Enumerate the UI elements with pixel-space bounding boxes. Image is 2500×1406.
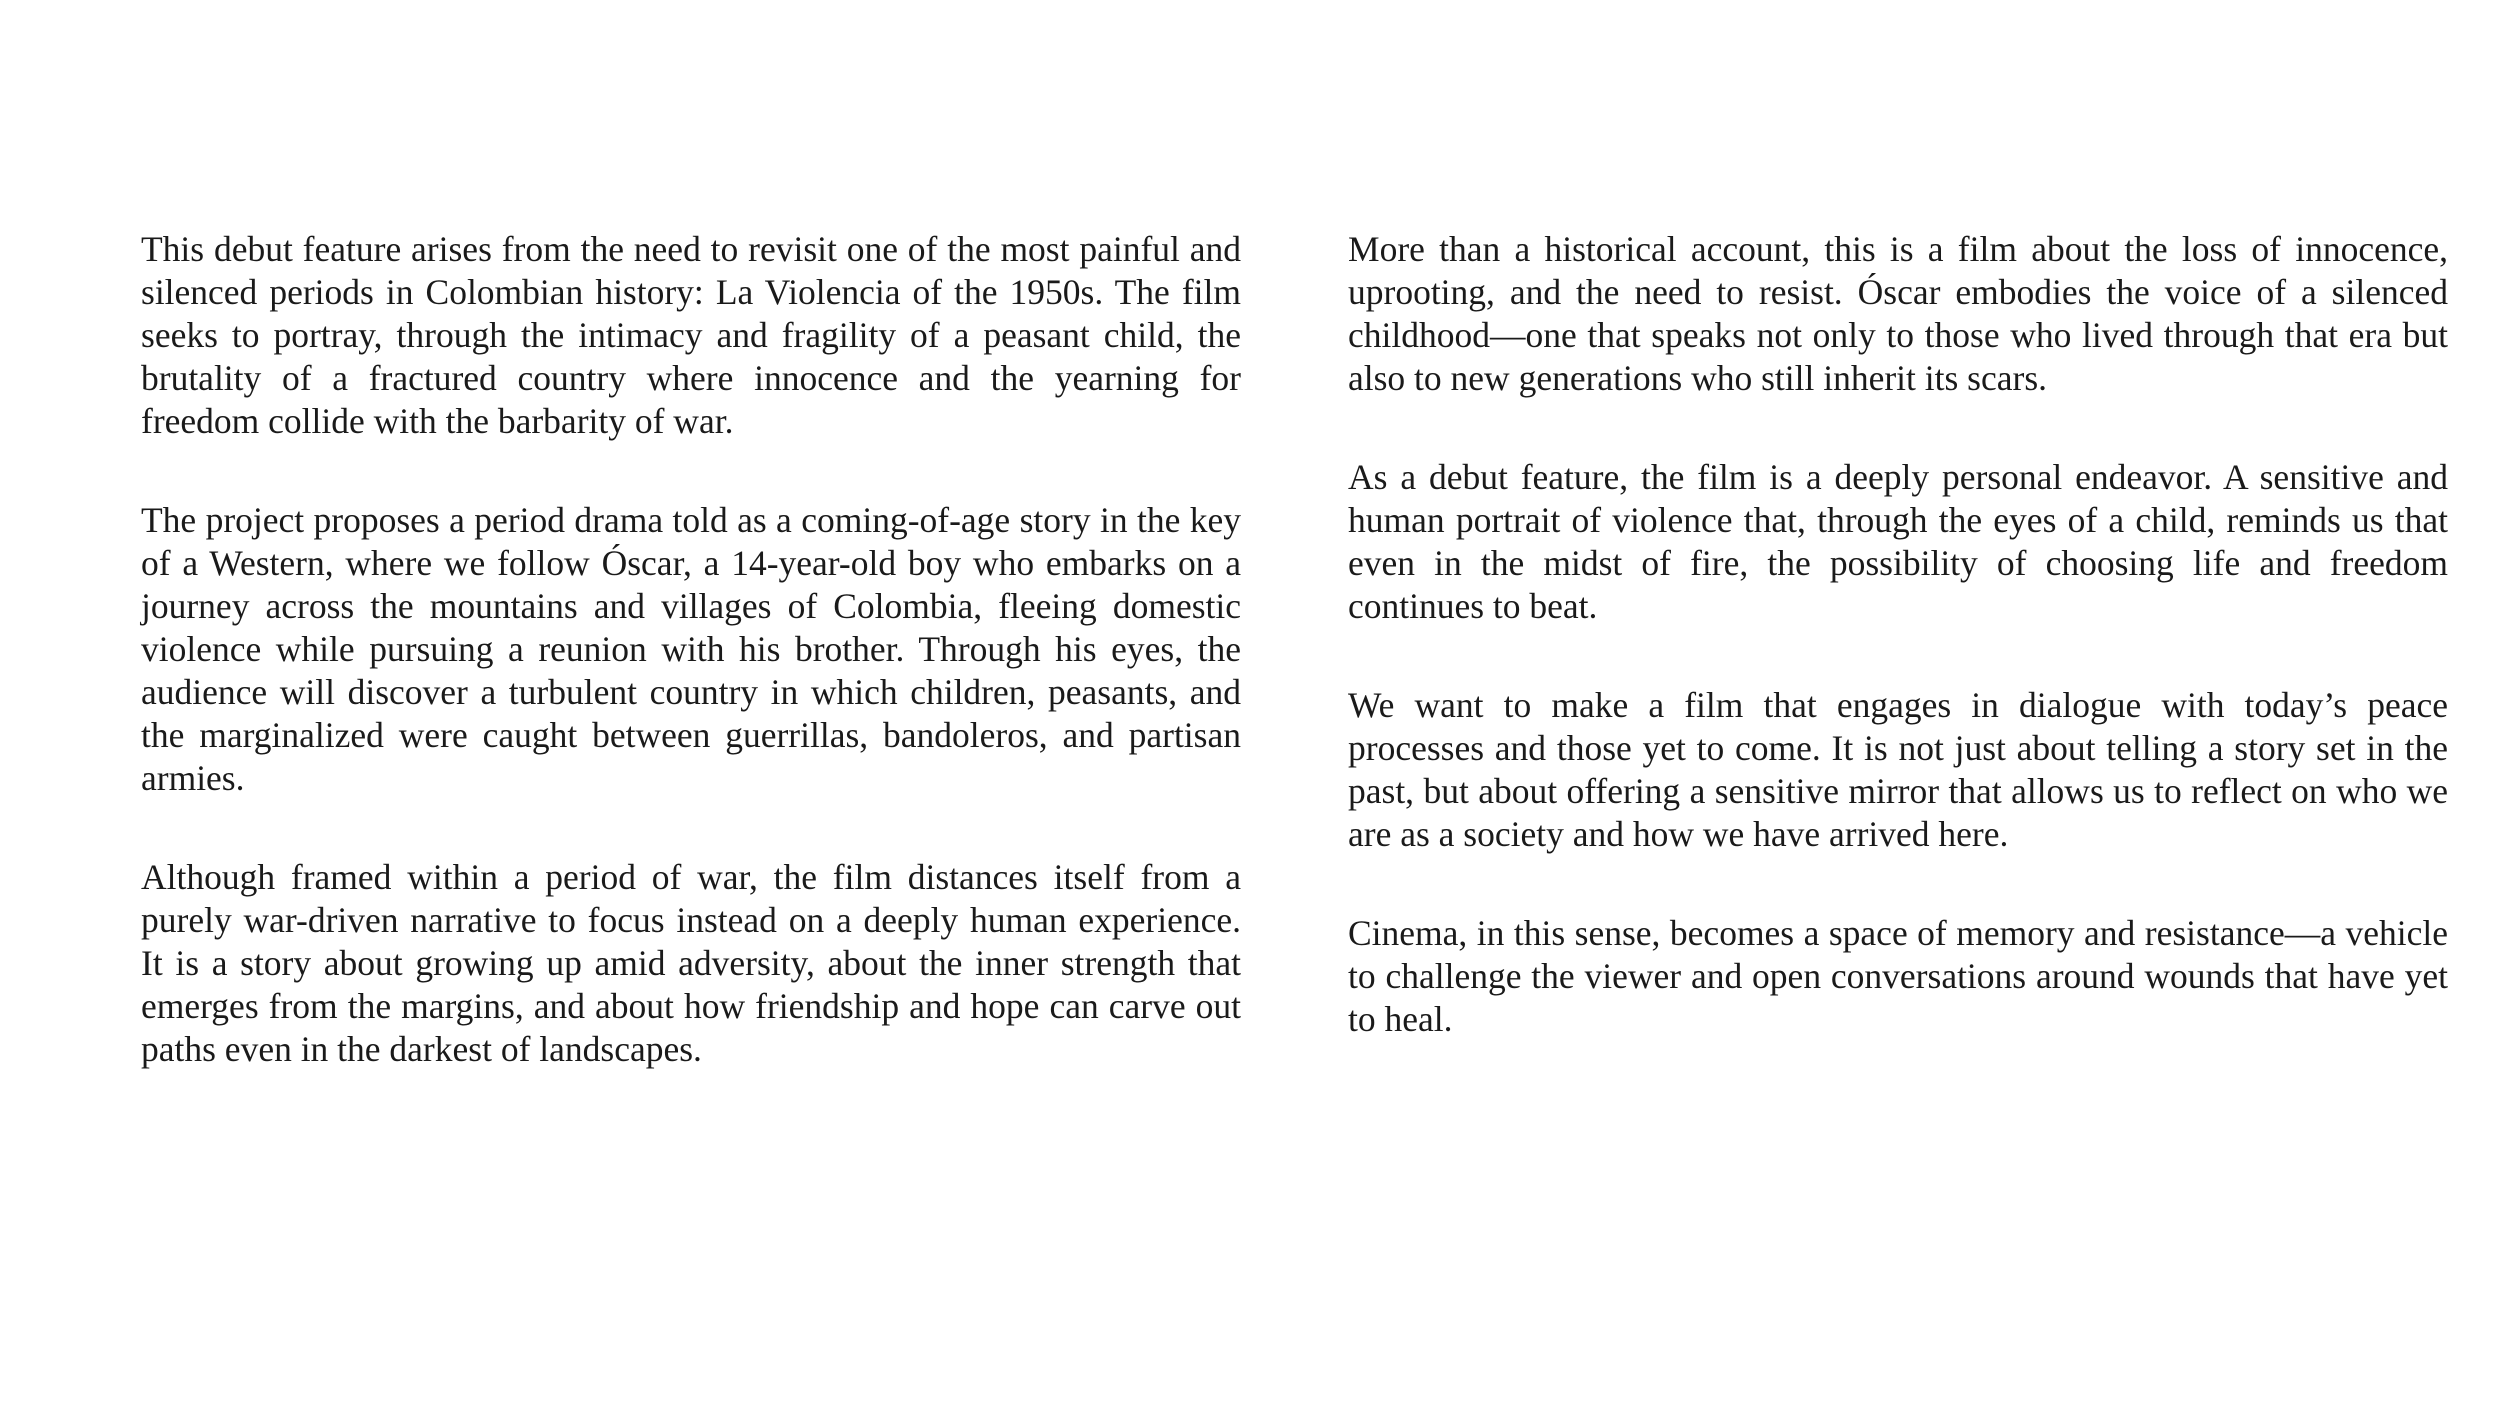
paragraph-peace-dialogue: We want to make a film that engages in dialogue with today’s peace processes and those yet to come. It is not just about telling a story set in the past, but about offering a sensitive mirror that allows us to reflect on who we are as a society and how we have arrived here.	[1348, 685, 2448, 854]
paragraph-cinema-memory: Cinema, in this sense, becomes a space of memory and resistance—a vehicle to challenge the viewer and open conversations around wounds that have yet to heal.	[1348, 913, 2448, 1039]
left-column	[141, 228, 1241, 1127]
paragraph-personal-endeavor: As a debut feature, the film is a deeply personal endeavor. A sensitive and human portrait of violence that, through the eyes of a child, reminds us that even in the midst of fire, the possibility of choosing life and freedom continues to beat.	[1348, 457, 2448, 626]
right-column	[1348, 228, 2448, 1097]
paragraph-project: The project proposes a period drama told as a coming-of-age story in the key of a Western, where we follow Óscar, a 14-year-old boy who embarks on a journey across the mountains and villages of Colombia, fleeing domestic violence while pursuing a reunion with his brother. Through his eyes, the audience will discover a turbulent country in which children, peasants, and the marginalized were caught between guerrillas, bandoleros, and partisan armies.	[141, 500, 1241, 798]
paragraph-loss-of-innocence: More than a historical account, this is a film about the loss of innocence, uprooting, and the need to resist. Óscar embodies the voice of a silenced childhood—one that speaks not only to those who lived through that era but also to new generations who still inherit its scars.	[1348, 229, 2448, 398]
paragraph-human-experience: Although framed within a period of war, the film distances itself from a purely war-driven narrative to focus instead on a deeply human experience. It is a story about growing up amid adversity, about the inner strength that emerges from the margins, and about how friendship and hope can carve out paths even in the darkest of landscapes.	[141, 857, 1241, 1069]
paragraph-origin: This debut feature arises from the need to revisit one of the most painful and silenced periods in Colombian history: La Violencia of the 1950s. The film seeks to portray, through the intimacy and fragility of a peasant child, the brutality of a fractured country where innocence and the yearning for freedom collide with the barbarity of war.	[141, 229, 1241, 441]
